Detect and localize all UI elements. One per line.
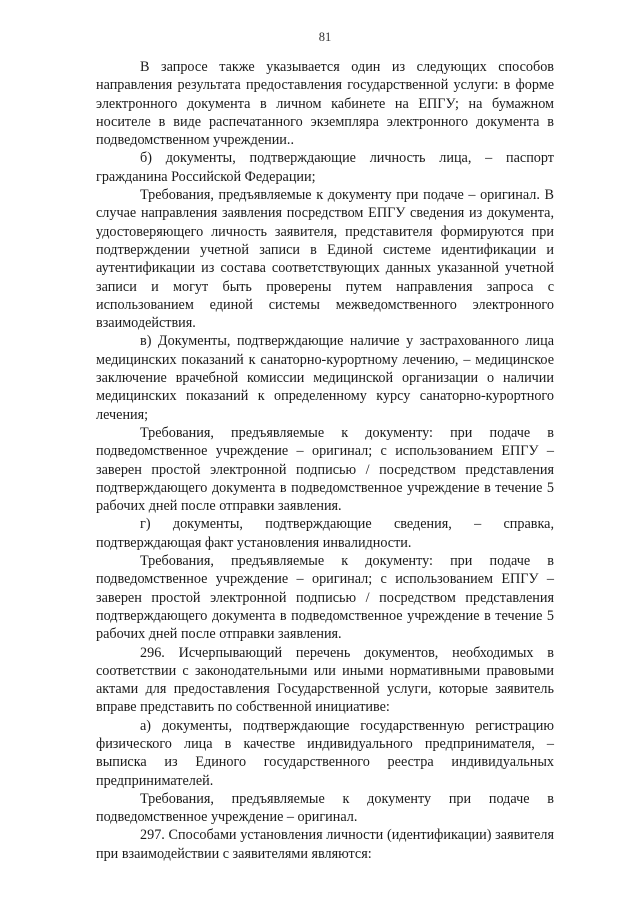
paragraph-result-delivery-methods: В запросе также указывается один из следующих способов направления результата предоставления государственной услуги: в форме электронного документа в личном кабинете на ЕПГУ; на бумажном носителе в виде распечатанного экземпляра электронного документа в подведомственном учреждении.. bbox=[96, 59, 554, 149]
paragraph-medical-requirements: Требования, предъявляемые к документу: при подаче в подведомственное учреждение – оригинал; с использованием ЕПГУ – заверен простой электронной подписью / посредством представления подтверждающего документа в подведомственное учреждение в течение 5 рабочих дней после отправки заявления. bbox=[96, 424, 554, 515]
paragraph-296-document-list: 296. Исчерпывающий перечень документов, необходимых в соответствии с законодательными или иными нормативными правовыми актами для предоставления Государственной услуги, которые заявитель вправе представить по собственной инициативе: bbox=[96, 644, 554, 716]
paragraph-297-identification-methods: 297. Способами установления личности (идентификации) заявителя при взаимодействии с заявителями являются: bbox=[96, 827, 554, 862]
paragraph-disability-documents: г) документы, подтверждающие сведения, – справка, подтверждающая факт установления инвалидности. bbox=[96, 516, 554, 551]
paragraph-identity-requirements: Требования, предъявляемые к документу при подаче – оригинал. В случае направления заявления посредством ЕПГУ сведения из документа, удостоверяющего личность заявителя, представителя формируются при подтверждении учетной записи в Единой системе идентификации и аутентификации из состава соответствующих данных указанной учетной записи и могут быть проверены путем направления запроса с использованием единой системы межведомственного электронного взаимодействия. bbox=[96, 187, 554, 332]
page-number: 81 bbox=[318, 30, 332, 44]
document-page bbox=[96, 30, 554, 863]
paragraph-disability-requirements: Требования, предъявляемые к документу: при подаче в подведомственное учреждение – оригинал; с использованием ЕПГУ – заверен простой электронной подписью / посредством представления подтверждающего документа в подведомственное учреждение в течение 5 рабочих дней после отправки заявления. bbox=[96, 553, 554, 643]
paragraph-identity-documents: б) документы, подтверждающие личность лица, – паспорт гражданина Российской Федерации; bbox=[96, 150, 554, 185]
paragraph-medical-indications: в) Документы, подтверждающие наличие у застрахованного лица медицинских показаний к санаторно-курортному лечению, – медицинское заключение врачебной комиссии медицинской организации о наличии медицинских показаний к определенному курсу санаторно-курортного лечения; bbox=[96, 333, 554, 423]
paragraph-entrepreneur-registration: а) документы, подтверждающие государственную регистрацию физического лица в качестве индивидуального предпринимателя, – выписка из Единого государственного реестра индивидуальных предпринимателей. bbox=[96, 717, 554, 789]
paragraph-entrepreneur-requirements: Требования, предъявляемые к документу при подаче в подведомственное учреждение – оригинал. bbox=[96, 790, 554, 826]
